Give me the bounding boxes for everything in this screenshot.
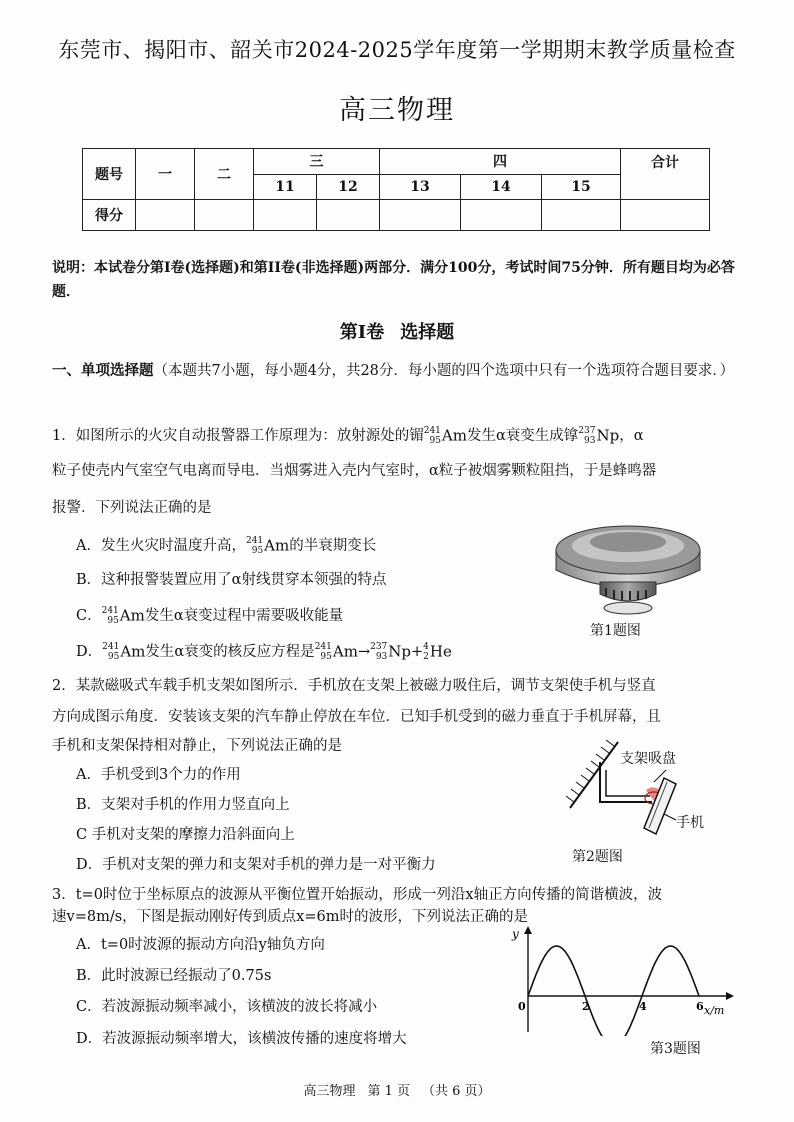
footer-subject: 高三物理 bbox=[303, 1084, 356, 1099]
wave-graph-figure bbox=[506, 924, 736, 1036]
q2-figure-caption: 第2题图 bbox=[572, 849, 623, 865]
tick-label-6: 6 bbox=[696, 1000, 704, 1013]
score-table bbox=[82, 148, 710, 231]
part1-desc: （本题共7小题，每小题4分，共28分．每小题的四个选项中只有一个选项符合题目要求．） bbox=[153, 363, 735, 379]
nuclide-np: 237 93 Np bbox=[578, 426, 620, 446]
y-axis-arrow bbox=[524, 926, 532, 934]
footer-total: （共 6 页） bbox=[422, 1084, 491, 1099]
score-cell[interactable] bbox=[461, 200, 542, 231]
score-q14: 14 bbox=[461, 174, 542, 200]
exam-title: 东莞市、揭阳市、韶关市2024-2025学年度第一学期期末教学质量检查 bbox=[58, 38, 736, 62]
score-cell[interactable] bbox=[136, 200, 195, 231]
score-cell[interactable] bbox=[380, 200, 461, 231]
section-part: 第I卷 bbox=[339, 322, 385, 343]
score-q15: 15 bbox=[542, 174, 621, 200]
x-axis-label: x/m bbox=[704, 1004, 725, 1017]
score-q11: 11 bbox=[254, 174, 317, 200]
wave-curve bbox=[528, 946, 699, 1036]
q3-option-b[interactable]: B．此时波源已经振动了0.75s bbox=[76, 968, 272, 984]
q3-stem-line1: 3．t=0时位于坐标原点的波源从平衡位置开始振动，形成一列沿x轴正方向传播的简谐横波，波 bbox=[52, 887, 663, 903]
q1-stem-line1: 1．如图所示的火灾自动报警器工作原理为：放射源处的镅 241 95 Am发生α衰变生成镎 237 93 Np，α bbox=[52, 426, 644, 446]
score-q12: 12 bbox=[317, 174, 380, 200]
score-col-2: 二 bbox=[195, 149, 254, 200]
q3-stem-line2: 速v=8m/s，下图是振动刚好传到质点x=6m时的波形，下列说法正确的是 bbox=[52, 909, 528, 925]
score-table-header-label: 题号 bbox=[83, 149, 136, 200]
q2-option-d[interactable]: D．手机对支架的弹力和支架对手机的弹力是一对平衡力 bbox=[76, 857, 436, 873]
page-footer bbox=[0, 1080, 794, 1099]
footer-page: 第 1 页 bbox=[367, 1084, 410, 1099]
score-cell[interactable] bbox=[621, 200, 710, 231]
q2-option-c[interactable]: C 手机对支架的摩擦力沿斜面向上 bbox=[76, 827, 295, 843]
nuclide-am: 241 95 Am bbox=[423, 426, 467, 446]
score-group-3: 三 bbox=[254, 149, 380, 175]
q1-stem-line2: 粒子使壳内气室空气电离而导电．当烟雾进入壳内气室时，α粒子被烟雾颗粒阻挡，于是蜂鸣器 bbox=[52, 463, 657, 479]
q2-label-phone: 手机 bbox=[676, 815, 704, 831]
score-cell[interactable] bbox=[254, 200, 317, 231]
q1-option-d[interactable]: D． 241 95 Am发生α衰变的核反应方程是 241 95 Am→ 237 93 Np+ 4 2 He bbox=[76, 642, 452, 662]
score-q13: 13 bbox=[380, 174, 461, 200]
score-cell[interactable] bbox=[195, 200, 254, 231]
q2-stem-line3: 手机和支架保持相对静止，下列说法正确的是 bbox=[52, 738, 342, 754]
q2-label-mount: 支架吸盘 bbox=[620, 751, 676, 767]
q1-option-b[interactable]: B．这种报警装置应用了α射线贯穿本领强的特点 bbox=[76, 572, 387, 588]
q3-option-a[interactable]: A．t=0时波源的振动方向沿y轴负方向 bbox=[76, 937, 325, 953]
q1-option-a[interactable]: A．发生火灾时温度升高， 241 95 Am的半衰期变长 bbox=[76, 536, 377, 556]
q2-option-a[interactable]: A．手机受到3个力的作用 bbox=[76, 767, 241, 783]
q2-option-b[interactable]: B．支架对手机的作用力竖直向上 bbox=[76, 797, 290, 813]
q3-option-d[interactable]: D．若波源振动频率增大，该横波传播的速度将增大 bbox=[76, 1031, 407, 1047]
score-group-4: 四 bbox=[380, 149, 621, 175]
score-row-label: 得分 bbox=[83, 200, 136, 231]
q3-figure-caption: 第3题图 bbox=[650, 1041, 701, 1057]
q1-figure-caption: 第1题图 bbox=[590, 623, 641, 639]
part1-heading: 一、单项选择题 bbox=[52, 362, 154, 379]
y-axis-label: y bbox=[512, 927, 519, 941]
section-title bbox=[0, 318, 794, 344]
score-cell[interactable] bbox=[542, 200, 621, 231]
q1-option-c[interactable]: C． 241 95 Am发生α衰变过程中需要吸收能量 bbox=[76, 606, 344, 626]
score-col-1: 一 bbox=[136, 149, 195, 200]
q1-stem-line3: 报警．下列说法正确的是 bbox=[52, 500, 212, 516]
q2-stem-line2: 方向成图示角度．安装该支架的汽车静止停放在车位．已知手机受到的磁力垂直于手机屏幕，且 bbox=[52, 709, 661, 725]
score-total: 合计 bbox=[621, 149, 710, 200]
x-axis-arrow bbox=[726, 992, 734, 1000]
section-name: 选择题 bbox=[400, 322, 455, 343]
smoke-detector-figure bbox=[548, 512, 708, 622]
q2-stem-line1: 2．某款磁吸式车载手机支架如图所示．手机放在支架上被磁力吸住后，调节支架使手机与竖直 bbox=[52, 678, 656, 694]
tick-label-4: 4 bbox=[639, 1000, 647, 1013]
exam-subtitle: 高三物理 bbox=[339, 95, 455, 126]
q3-option-c[interactable]: C．若波源振动频率减小，该横波的波长将减小 bbox=[76, 999, 378, 1015]
score-cell[interactable] bbox=[317, 200, 380, 231]
exam-instructions: 说明：本试卷分第I卷(选择题)和第II卷(非选择题)两部分．满分100分，考试时间75分钟．所有题目均为必答题． bbox=[52, 260, 735, 300]
part1-instructions bbox=[52, 360, 752, 382]
tick-label-0: 0 bbox=[518, 1000, 526, 1013]
tick-label-2: 2 bbox=[582, 1000, 590, 1013]
